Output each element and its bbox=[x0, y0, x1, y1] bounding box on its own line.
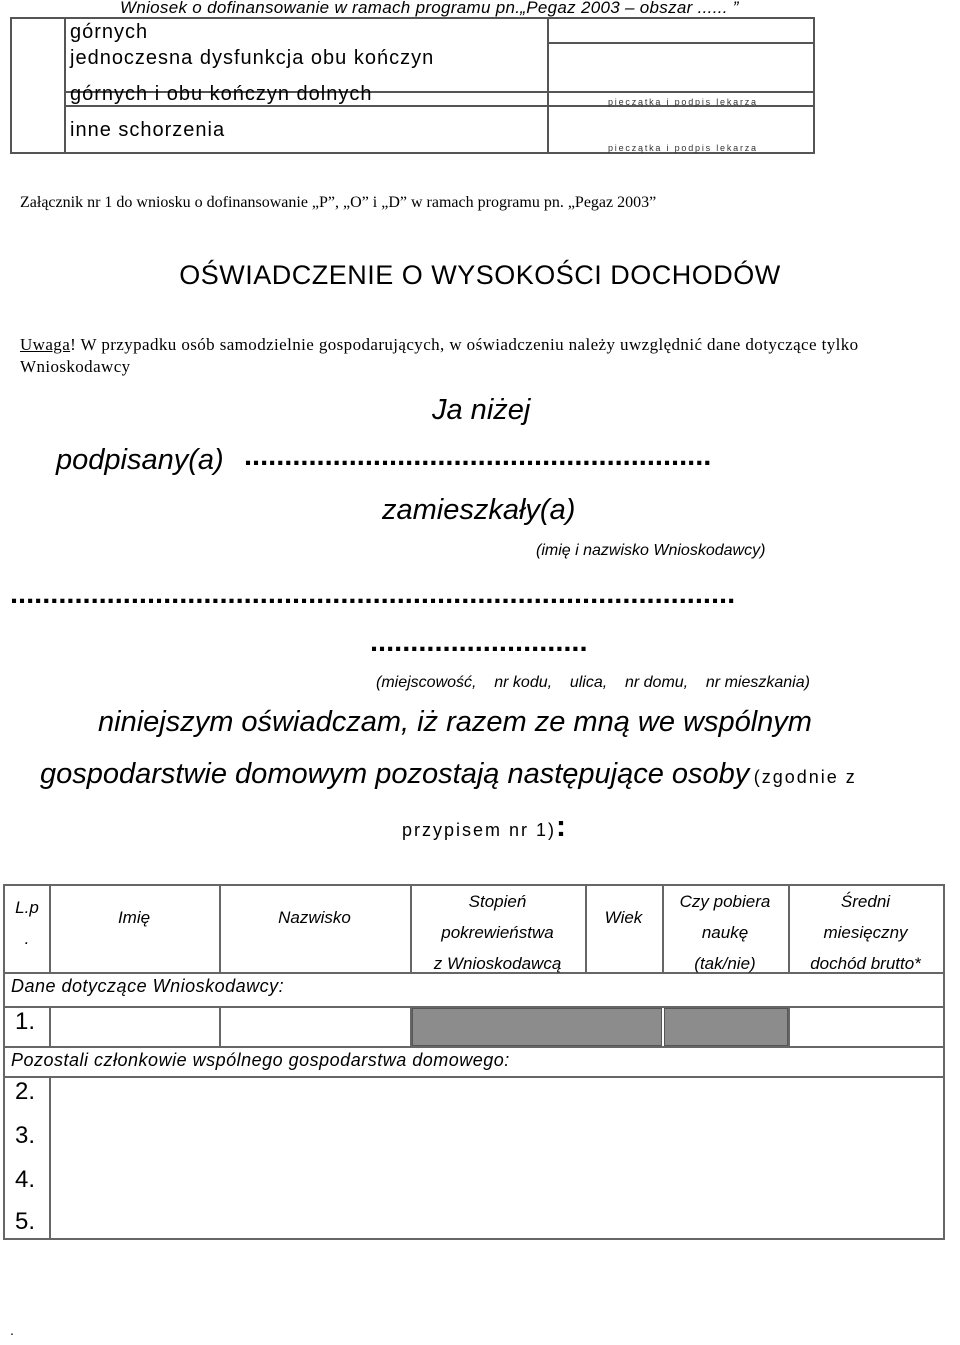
row-number-4: 4. bbox=[15, 1166, 36, 1193]
attachment-reference: Załącznik nr 1 do wniosku o dofinansowanie „P”, „O” i „D” w ramach programu pn. „Pegaz 2003” bbox=[20, 194, 657, 211]
row-number-3: 3. bbox=[15, 1122, 36, 1149]
declaration-line-3 bbox=[402, 810, 566, 844]
declaration-line-2 bbox=[40, 758, 857, 791]
col-header-imie: Imię bbox=[117, 908, 151, 927]
name-dotted-line[interactable]: .......................................................... bbox=[244, 440, 712, 472]
zamieszkaly-text: zamieszkały(a) bbox=[382, 494, 576, 526]
section-others: Pozostali członkowie wspólnego gospodarstwa domowego: bbox=[11, 1050, 510, 1070]
condition-text-2: jednoczesna dysfunkcja obu kończyn bbox=[70, 47, 435, 69]
ja-nizej-text: Ja niżej bbox=[432, 394, 531, 426]
address-dotted-line-1[interactable]: .......................................................................................... bbox=[10, 578, 736, 610]
row-number-2: 2. bbox=[15, 1078, 36, 1105]
declaration-suffix: (zgodnie z bbox=[753, 767, 857, 787]
household-table bbox=[3, 884, 945, 1240]
podpisany-text: podpisany(a) bbox=[56, 444, 224, 476]
col-header-nazwisko: Nazwisko bbox=[278, 908, 351, 927]
note-label: Uwaga bbox=[20, 335, 71, 354]
declaration-line-1: niniejszym oświadczam, iż razem ze mną we wspólnym bbox=[98, 706, 812, 738]
col-header-lp: L.p . bbox=[15, 898, 39, 948]
declaration-footnote-ref: przypisem nr 1) bbox=[402, 820, 557, 840]
doctor-stamp-label-1: pieczątka i podpis lekarza bbox=[608, 97, 758, 107]
col-header-wiek: Wiek bbox=[604, 908, 643, 927]
gray-cell-education bbox=[664, 1008, 788, 1046]
medical-certificate-table bbox=[10, 17, 815, 154]
address-dotted-line-2[interactable]: ........................... bbox=[370, 626, 588, 658]
name-hint: (imię i nazwisko Wnioskodawcy) bbox=[536, 542, 766, 559]
condition-text-4: inne schorzenia bbox=[70, 119, 226, 141]
gray-cell-relationship bbox=[412, 1008, 662, 1046]
declaration-colon: : bbox=[556, 810, 567, 843]
address-hint: (miejscowość, nr kodu, ulica, nr domu, nr mieszkania) bbox=[376, 674, 810, 691]
document-header: Wniosek o dofinansowanie w ramach programu pn.„Pegaz 2003 – obszar ...... ” bbox=[120, 0, 739, 17]
doctor-stamp-label-2: pieczątka i podpis lekarza bbox=[608, 143, 758, 153]
row-number-5: 5. bbox=[15, 1208, 36, 1235]
section-applicant: Dane dotyczące Wnioskodawcy: bbox=[11, 976, 285, 996]
footer-dot: . bbox=[10, 1322, 14, 1338]
condition-text-3: górnych i obu kończyn dolnych bbox=[70, 83, 373, 105]
col-header-stopien: Stopień pokrewieństwa z Wnioskodawcą bbox=[433, 892, 562, 973]
col-header-nauka: Czy pobiera naukę (tak/nie) bbox=[679, 892, 771, 973]
condition-text-1: górnych bbox=[70, 21, 149, 43]
document-title: OŚWIADCZENIE O WYSOKOŚCI DOCHODÓW bbox=[179, 260, 781, 290]
declaration-line-2-text: gospodarstwie domowym pozostają następujące osoby bbox=[40, 758, 750, 790]
note-text: ! W przypadku osób samodzielnie gospodarujących, w oświadczeniu należy uwzględnić dane dotyczące tylko Wnioskodawcy bbox=[20, 335, 859, 376]
col-header-dochod: Średni miesięczny dochód brutto* bbox=[810, 892, 921, 973]
note-paragraph bbox=[20, 334, 960, 378]
row-number-1: 1. bbox=[15, 1008, 36, 1035]
